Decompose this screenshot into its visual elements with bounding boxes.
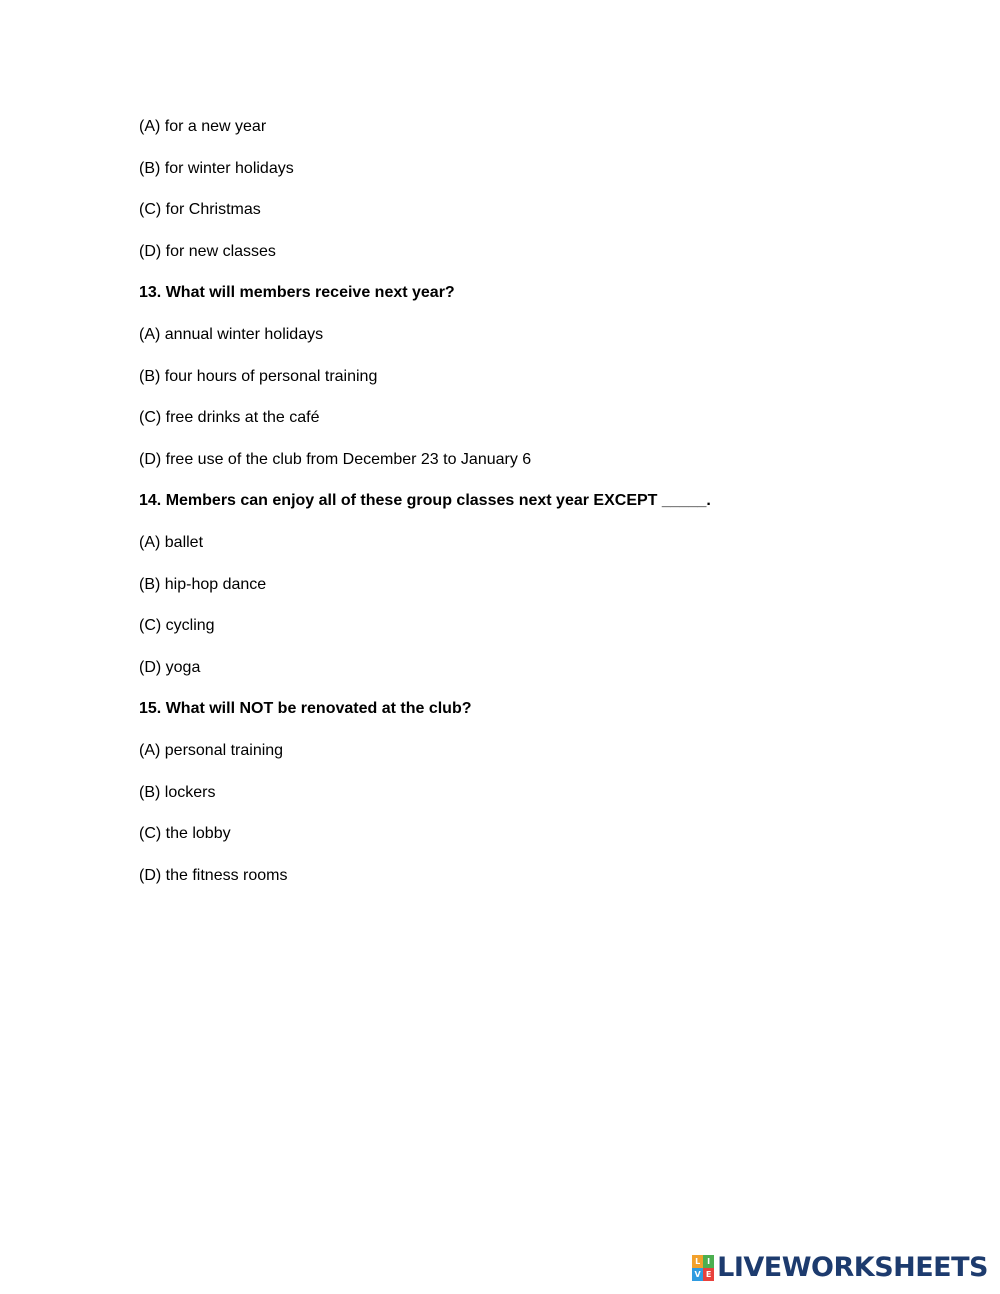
- question-text: 15. What will NOT be renovated at the club?: [139, 700, 472, 718]
- answer-option: (D) yoga: [139, 658, 201, 676]
- answer-option: (C) cycling: [139, 617, 215, 635]
- logo-text: LIVEWORKSHEETS: [717, 1252, 988, 1283]
- answer-option: (B) four hours of personal training: [139, 367, 378, 385]
- question-list: [139, 116, 899, 906]
- question-text: 14. Members can enjoy all of these group classes next year EXCEPT _____.: [139, 492, 711, 510]
- answer-option: (D) free use of the club from December 23 to January 6: [139, 450, 532, 468]
- logo-mark-square: E: [703, 1268, 714, 1281]
- answer-option: (C) free drinks at the café: [139, 409, 320, 427]
- answer-option: (A) personal training: [139, 741, 284, 759]
- answer-option: (A) annual winter holidays: [139, 325, 324, 343]
- logo-mark-icon: [692, 1255, 714, 1281]
- logo-mark-square: I: [703, 1255, 714, 1268]
- answer-option: (B) for winter holidays: [139, 159, 294, 177]
- logo-mark-square: L: [692, 1255, 703, 1268]
- answer-option: (A) for a new year: [139, 118, 267, 135]
- answer-option: (D) the fitness rooms: [139, 866, 288, 884]
- logo-mark-square: V: [692, 1268, 703, 1281]
- answer-option: (D) for new classes: [139, 242, 276, 260]
- answer-option: (C) for Christmas: [139, 201, 261, 219]
- answer-option: (C) the lobby: [139, 825, 231, 843]
- answer-option: (B) hip-hop dance: [139, 575, 267, 593]
- question-text: 13. What will members receive next year?: [139, 284, 455, 302]
- liveworksheets-logo: [692, 1252, 988, 1284]
- answer-option: (B) lockers: [139, 783, 216, 801]
- answer-option: (A) ballet: [139, 533, 204, 551]
